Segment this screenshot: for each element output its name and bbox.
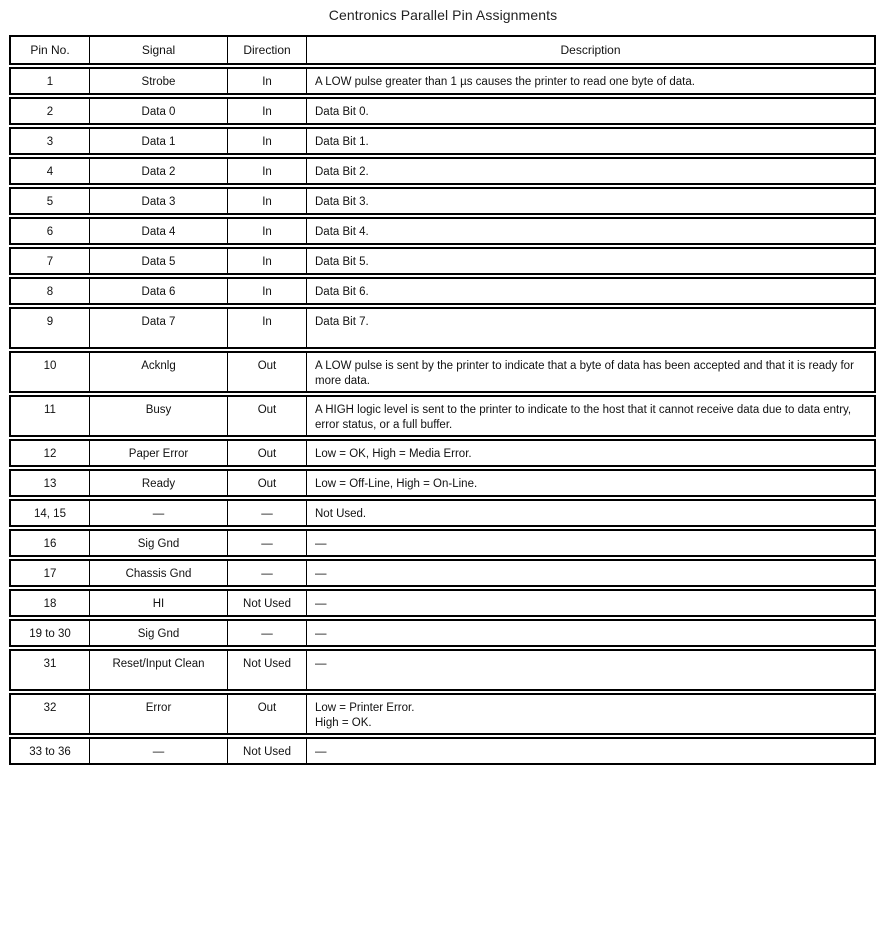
header-pin-no: Pin No. — [9, 35, 89, 65]
signal-cell: Reset/Input Clean — [89, 649, 227, 691]
header-signal: Signal — [89, 35, 227, 65]
direction-cell: In — [227, 307, 306, 349]
description-cell: — — [306, 737, 876, 765]
pin-cell: 13 — [9, 469, 89, 497]
direction-cell: — — [227, 619, 306, 647]
pin-assignments-table — [9, 33, 876, 767]
pin-cell: 2 — [9, 97, 89, 125]
direction-cell: Not Used — [227, 737, 306, 765]
pin-cell: 17 — [9, 559, 89, 587]
signal-cell: Error — [89, 693, 227, 735]
description-cell: Data Bit 6. — [306, 277, 876, 305]
description-cell: Low = Off-Line, High = On-Line. — [306, 469, 876, 497]
direction-cell: In — [227, 97, 306, 125]
signal-cell: Acknlg — [89, 351, 227, 393]
direction-cell: Not Used — [227, 649, 306, 691]
signal-cell: Data 5 — [89, 247, 227, 275]
direction-cell: — — [227, 499, 306, 527]
description-cell: — — [306, 529, 876, 557]
direction-cell: — — [227, 559, 306, 587]
signal-cell: Sig Gnd — [89, 529, 227, 557]
table-row — [9, 693, 876, 735]
direction-cell: Out — [227, 469, 306, 497]
direction-cell: Not Used — [227, 589, 306, 617]
signal-cell: Sig Gnd — [89, 619, 227, 647]
table-row — [9, 157, 876, 185]
table-row — [9, 187, 876, 215]
direction-cell: In — [227, 127, 306, 155]
pin-cell: 6 — [9, 217, 89, 245]
pin-cell: 11 — [9, 395, 89, 437]
signal-cell: Busy — [89, 395, 227, 437]
description-cell: Data Bit 2. — [306, 157, 876, 185]
table-header-row — [9, 35, 876, 65]
direction-cell: Out — [227, 439, 306, 467]
signal-cell: Data 4 — [89, 217, 227, 245]
description-cell: Data Bit 5. — [306, 247, 876, 275]
description-cell: Not Used. — [306, 499, 876, 527]
pin-cell: 16 — [9, 529, 89, 557]
pin-cell: 19 to 30 — [9, 619, 89, 647]
signal-cell: Data 6 — [89, 277, 227, 305]
signal-cell: — — [89, 737, 227, 765]
table-row — [9, 649, 876, 691]
pin-cell: 18 — [9, 589, 89, 617]
table-row — [9, 589, 876, 617]
pin-cell: 14, 15 — [9, 499, 89, 527]
signal-cell: Paper Error — [89, 439, 227, 467]
signal-cell: Ready — [89, 469, 227, 497]
signal-cell: — — [89, 499, 227, 527]
direction-cell: Out — [227, 351, 306, 393]
direction-cell: In — [227, 157, 306, 185]
signal-cell: Strobe — [89, 67, 227, 95]
signal-cell: HI — [89, 589, 227, 617]
description-cell: — — [306, 559, 876, 587]
description-cell: — — [306, 619, 876, 647]
direction-cell: In — [227, 67, 306, 95]
table-row — [9, 469, 876, 497]
description-cell: Data Bit 1. — [306, 127, 876, 155]
table-row — [9, 277, 876, 305]
direction-cell: — — [227, 529, 306, 557]
description-cell: Data Bit 3. — [306, 187, 876, 215]
pin-cell: 31 — [9, 649, 89, 691]
description-cell: Low = Printer Error. High = OK. — [306, 693, 876, 735]
pin-cell: 12 — [9, 439, 89, 467]
page-title: Centronics Parallel Pin Assignments — [328, 7, 558, 23]
signal-cell: Data 0 — [89, 97, 227, 125]
table-row — [9, 127, 876, 155]
description-cell: Data Bit 4. — [306, 217, 876, 245]
table-row — [9, 307, 876, 349]
direction-cell: In — [227, 217, 306, 245]
header-description: Description — [306, 35, 876, 65]
pin-cell: 32 — [9, 693, 89, 735]
table-row — [9, 67, 876, 95]
description-cell: Data Bit 0. — [306, 97, 876, 125]
pin-cell: 4 — [9, 157, 89, 185]
table-row — [9, 395, 876, 437]
table-row — [9, 619, 876, 647]
description-cell: Data Bit 7. — [306, 307, 876, 349]
table-row — [9, 529, 876, 557]
table-row — [9, 439, 876, 467]
table-row — [9, 737, 876, 765]
description-cell: — — [306, 589, 876, 617]
direction-cell: Out — [227, 693, 306, 735]
direction-cell: In — [227, 187, 306, 215]
header-direction: Direction — [227, 35, 306, 65]
direction-cell: In — [227, 277, 306, 305]
description-cell: Low = OK, High = Media Error. — [306, 439, 876, 467]
table-row — [9, 499, 876, 527]
pin-cell: 7 — [9, 247, 89, 275]
pin-cell: 33 to 36 — [9, 737, 89, 765]
pin-cell: 9 — [9, 307, 89, 349]
pin-cell: 8 — [9, 277, 89, 305]
signal-cell: Data 2 — [89, 157, 227, 185]
signal-cell: Data 3 — [89, 187, 227, 215]
table-row — [9, 247, 876, 275]
signal-cell: Chassis Gnd — [89, 559, 227, 587]
pin-cell: 10 — [9, 351, 89, 393]
description-cell: — — [306, 649, 876, 691]
signal-cell: Data 1 — [89, 127, 227, 155]
table-row — [9, 217, 876, 245]
pin-cell: 3 — [9, 127, 89, 155]
signal-cell: Data 7 — [89, 307, 227, 349]
table-row — [9, 559, 876, 587]
pin-cell: 5 — [9, 187, 89, 215]
direction-cell: Out — [227, 395, 306, 437]
description-cell: A LOW pulse is sent by the printer to indicate that a byte of data has been accepted and that it is ready for more data. — [306, 351, 876, 393]
direction-cell: In — [227, 247, 306, 275]
table-row — [9, 351, 876, 393]
description-cell: A HIGH logic level is sent to the printer to indicate to the host that it cannot receive data due to data entry, error status, or a full buffer. — [306, 395, 876, 437]
table-row — [9, 97, 876, 125]
pin-cell: 1 — [9, 67, 89, 95]
description-cell: A LOW pulse greater than 1 µs causes the printer to read one byte of data. — [306, 67, 876, 95]
